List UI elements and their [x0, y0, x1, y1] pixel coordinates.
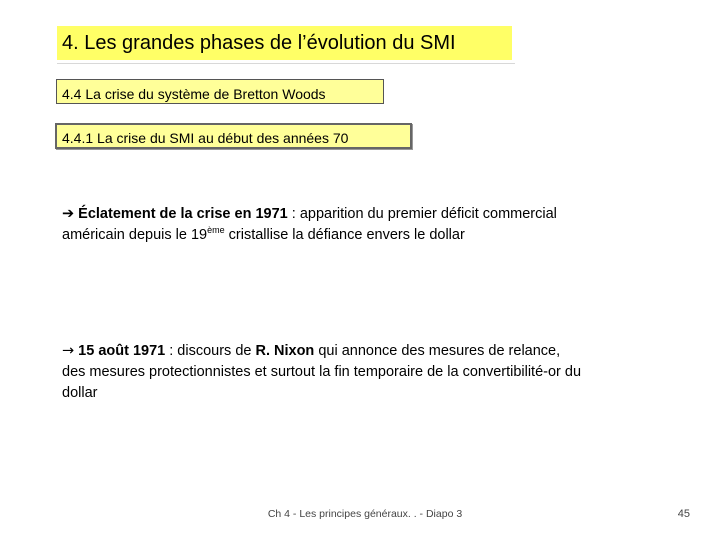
arrow-right-icon: ➔	[62, 206, 75, 222]
crisis-text-2: cristallise la défiance envers le dollar	[224, 227, 465, 243]
paragraph-crisis	[62, 204, 582, 246]
nixon-text-1: : discours de	[165, 343, 256, 359]
arrow-right-icon: →	[62, 343, 75, 359]
nixon-name: R. Nixon	[255, 343, 315, 359]
paragraph-nixon	[62, 341, 582, 404]
crisis-text-1: : apparition du premier déficit commercial américain depuis le 19	[62, 206, 557, 243]
slide-title: 4. Les grandes phases de l’évolution du SMI	[62, 32, 456, 54]
crisis-heading: Éclatement de la crise en 1971	[78, 206, 288, 222]
crisis-superscript: ème	[207, 225, 225, 236]
title-divider	[57, 63, 515, 64]
nixon-date: 15 août 1971	[78, 343, 166, 359]
subsection-heading: 4.4.1 La crise du SMI au début des années 70	[55, 123, 412, 149]
page-number: 45	[677, 508, 690, 520]
nixon-text-2: qui annonce des mesures de relance, des mesures protectionnistes et surtout la fin temporaire de la convertibilité-or du dollar	[62, 343, 582, 401]
slide-footer: Ch 4 - Les principes généraux. . - Diapo 3	[267, 508, 463, 520]
section-heading: 4.4 La crise du système de Bretton Woods	[56, 79, 384, 104]
